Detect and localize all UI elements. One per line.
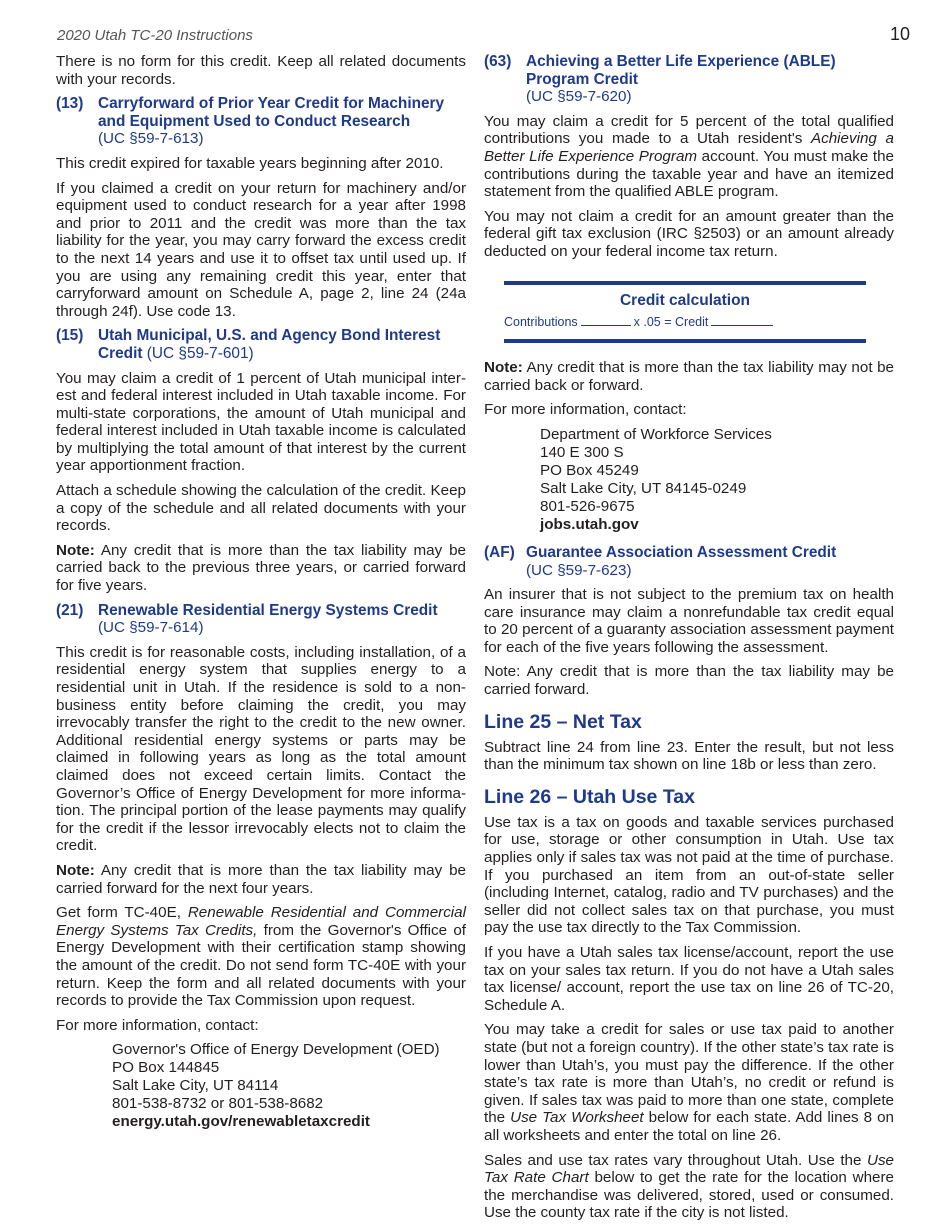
section-number: (AF) bbox=[484, 543, 515, 561]
note-label: Note: bbox=[484, 359, 523, 377]
section-title-text: Utah Municipal, U.S. and Agency Bond Interest Credit bbox=[98, 327, 441, 362]
section-title: Carryforward of Prior Year Credit for Machinery and Equipment Used to Conduct Research bbox=[98, 95, 445, 130]
section-number: (21) bbox=[56, 601, 84, 619]
text-run: below for each state. Add lines 8 on all worksheets and enter the total on line 26. bbox=[484, 1109, 894, 1144]
contact-line: 801-526-9675 bbox=[540, 497, 635, 515]
credit-blank[interactable] bbox=[711, 315, 773, 326]
paragraph bbox=[484, 113, 894, 201]
line-25-heading: Line 25 – Net Tax bbox=[484, 710, 642, 733]
note-text: Any credit that is more than the tax liability may be carried back to the previous three years, or carried forward for five years. bbox=[56, 541, 466, 595]
worksheet-name-italic: Use Tax Worksheet bbox=[510, 1109, 644, 1127]
text-run: Sales and use tax rates vary throughout Utah. Use the bbox=[484, 1151, 867, 1169]
section-63-heading bbox=[484, 53, 894, 106]
credit-calculation-box bbox=[504, 281, 866, 344]
text-run: from the Governor's Office of Energy Development with their certification stamp showing the amount of the credit. Do not send form TC-40E with your return. Keep the form and all related documents with your records to provide the Tax Commission upon request. bbox=[56, 921, 466, 1010]
paragraph: You may claim a credit of 1 percent of Utah municipal interest and federal interest included in Utah taxable income. For multi-state corporations, the amount of Utah municipal and federal interest included in Utah taxable income is calculated by multiplying the total amount of that interest by the current year apportionment fraction. bbox=[56, 369, 466, 475]
section-title: Achieving a Better Life Experience (ABLE) Program Credit bbox=[526, 53, 836, 88]
section-number: (13) bbox=[56, 95, 84, 113]
paragraph: Note: Any credit that is more than the tax liability may be carried forward. bbox=[484, 663, 894, 699]
contact-website: energy.utah.gov/renewabletaxcredit bbox=[112, 1113, 370, 1131]
paragraph: Attach a schedule showing the calculation of the credit. Keep a copy of the schedule and all related documents with your records. bbox=[56, 482, 466, 535]
contact-line: Salt Lake City, UT 84114 bbox=[112, 1077, 279, 1095]
program-name-italic: Achieving a Better Life Experience Program bbox=[484, 130, 894, 165]
contact-website: jobs.utah.gov bbox=[540, 515, 639, 533]
contact-line: PO Box 144845 bbox=[112, 1059, 220, 1077]
paragraph: You may not claim a credit for an amount greater than the federal gift tax exclusion (IRC §2503) or an amount already deducted on your federal income tax return. bbox=[484, 207, 894, 260]
contact-line: Governor's Office of Energy Development (OED) bbox=[112, 1041, 440, 1059]
credit-calculation-title: Credit calculation bbox=[619, 291, 751, 309]
form-title-italic: Renewable Residential and Commercial Energy Systems Tax Credits, bbox=[56, 904, 466, 939]
statute-reference: (UC §59-7-613) bbox=[98, 130, 204, 148]
contact-line: Salt Lake City, UT 84145-0249 bbox=[540, 479, 747, 497]
right-column bbox=[484, 53, 894, 1229]
contributions-label: Contributions bbox=[504, 315, 578, 330]
contributions-blank[interactable] bbox=[581, 315, 631, 326]
paragraph: If you have a Utah sales tax license/account, report the use tax on your sales tax return. If you do not have a Utah sales tax license/ account, report the use tax on line 26 of TC-20, Schedule A. bbox=[484, 944, 894, 1014]
contact-line: 140 E 300 S bbox=[540, 443, 624, 461]
paragraph bbox=[484, 1152, 894, 1222]
statute-reference: (UC §59-7-614) bbox=[98, 619, 204, 637]
contact-lead: For more information, contact: bbox=[56, 1016, 259, 1034]
note-label: Note: bbox=[56, 541, 95, 559]
section-title: Guarantee Association Assessment Credit bbox=[526, 543, 837, 561]
page-number: 10 bbox=[889, 24, 910, 44]
note-paragraph bbox=[484, 359, 894, 394]
section-15-heading bbox=[56, 327, 466, 362]
statute-reference: (UC §59-7-601) bbox=[146, 344, 254, 362]
section-title: Renewable Residential Energy Systems Credit bbox=[98, 601, 438, 619]
section-13-heading bbox=[56, 95, 466, 148]
text-run: below to get the rate for the location where the merchandise was delivered, stored, used or consumed. Use the county tax rate if the city is not listed. bbox=[484, 1169, 894, 1222]
paragraph: If you claimed a credit on your return for machinery and/or equipment used to conduct research for a year after 1998 and prior to 2011 and the credit was more than the tax liability for the year, you may carry forward the excess credit to the next 14 years and use it to offset tax until used up. If you are using any remaining credit this year, enter that carryforward amount on Schedule A, page 2, line 24 (24a through 24f). Use code 13. bbox=[56, 179, 466, 320]
contact-block bbox=[56, 1041, 466, 1131]
paragraph bbox=[484, 1021, 894, 1144]
paragraph: Use tax is a tax on goods and taxable services purchased for use, storage or other consumption in Utah. Use tax applies only if sales tax was not paid at the time of purchase. If you purchased an item from an out-of-state seller (including Internet, catalog, radio and TV purchases) and the seller did not collect sales tax on that purchase, you must pay the use tax directly to the Tax Commission. bbox=[484, 813, 894, 937]
contact-line: 801-538-8732 or 801-538-8682 bbox=[112, 1095, 324, 1113]
credit-calculation-formula bbox=[504, 315, 866, 330]
paragraph bbox=[56, 904, 466, 1010]
paragraph: An insurer that is not subject to the premium tax on health care insurance may claim a nonrefundable tax credit equal to 20 percent of a guaranty association assessment payment for each of the five years following the assessment. bbox=[484, 586, 894, 656]
section-number: (63) bbox=[484, 53, 512, 70]
statute-reference: (UC §59-7-623) bbox=[526, 561, 632, 579]
text-run: You may claim a credit for 5 percent of the total qualified contributions you made to a Utah resident's bbox=[484, 112, 894, 148]
intro-paragraph: There is no form for this credit. Keep all related documents with your records. bbox=[56, 53, 466, 88]
text-run: You may take a credit for sales or use tax paid to another state (but not a foreign country). If the other state’s tax rate is lower than Utah’s, you must pay the difference. If the other state’s tax rate is more than Utah’s, no credit or refund is given. If sales tax was paid to more than one state, complete the bbox=[484, 1021, 894, 1127]
text-run: Get form TC-40E, bbox=[56, 904, 188, 922]
section-title bbox=[98, 327, 466, 362]
paragraph: This credit expired for taxable years beginning after 2010. bbox=[56, 154, 444, 172]
note-paragraph bbox=[56, 862, 466, 897]
contact-line: Department of Workforce Services bbox=[540, 425, 772, 443]
document-title: 2020 Utah TC-20 Instructions bbox=[57, 27, 253, 44]
left-column bbox=[56, 53, 466, 1141]
section-number: (15) bbox=[56, 327, 84, 345]
note-text: Any credit that is more than the tax liability may not be carried back or forward. bbox=[484, 359, 894, 394]
contact-line: PO Box 45249 bbox=[540, 461, 639, 479]
note-paragraph bbox=[56, 542, 466, 595]
text-run: account. You must make the contributions during the taxable year and have an itemized statement from the qualified ABLE program. bbox=[484, 147, 894, 201]
contact-block bbox=[484, 426, 894, 534]
paragraph: Subtract line 24 from line 23. Enter the result, but not less than the minimum tax shown on line 18b or less than zero. bbox=[484, 738, 894, 774]
multiplier-label: x .05 = Credit bbox=[633, 315, 709, 330]
note-label: Note: bbox=[56, 861, 95, 879]
paragraph: This credit is for reasonable costs, including installation, of a residential energy system that supplies energy to a residential unit in Utah. If the residence is sold to a non-business entity before claiming the credit, you may irrevocably transfer the right to the credit to the new owner. Additional residential energy systems or parts may be claimed in following years as long as the total amount claimed does not exceed certain limits. Contact the Governor’s Office of Energy Development for more information. The principal portion of the lease payments may qualify for the credit if the lessor irrevocably elects not to claim the credit. bbox=[56, 643, 466, 855]
section-21-heading bbox=[56, 602, 466, 637]
section-af-heading bbox=[484, 544, 894, 579]
statute-reference: (UC §59-7-620) bbox=[526, 88, 632, 106]
note-text: Any credit that is more than the tax liability may be carried forward for the next four years. bbox=[56, 861, 466, 897]
line-26-heading: Line 26 – Utah Use Tax bbox=[484, 785, 695, 808]
contact-lead: For more information, contact: bbox=[484, 401, 687, 419]
chart-name-italic: Use Tax Rate Chart bbox=[484, 1151, 894, 1187]
